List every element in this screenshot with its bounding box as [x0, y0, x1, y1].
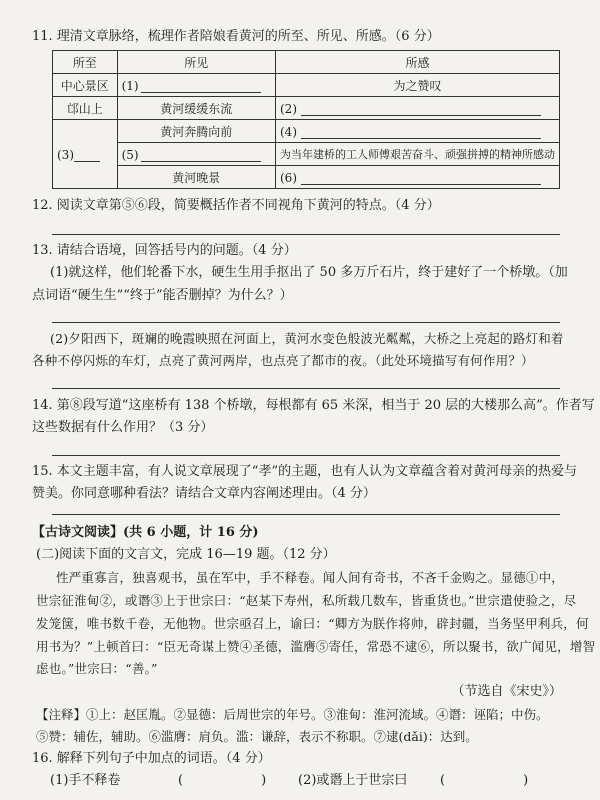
table-row — [53, 120, 560, 143]
cell-jian[interactable]: (1) — [117, 74, 275, 97]
answer-line[interactable] — [52, 234, 560, 235]
notes-line: 【注释】①上：赵匡胤。②显德：后周世宗的年号。③淮甸：淮河流域。④谮：诬陷；中伤。 — [36, 707, 549, 722]
cell-zhi: 邙山上 — [53, 97, 118, 120]
q15-line1: 15. 本文主题丰富，有人说文章展现了“孝”的主题，也有人认为文章蕴含着对黄河母亲的热爱与 — [32, 464, 578, 479]
answer-line[interactable] — [52, 388, 560, 389]
cell-zhi-3[interactable]: (3) — [53, 120, 118, 189]
passage-line: 用书为？”上顿首曰：“臣无奇谋上赞④圣德，滥膺⑤寄任，常恐不逮⑥，所以聚书，欲广闻见，增智 — [36, 639, 596, 654]
q13-part2-line2: 各种不停闪烁的车灯，点亮了黄河两岸，也点亮了都市的夜。（此处环境描写有何作用？） — [32, 353, 534, 368]
answer-line[interactable] — [52, 514, 560, 515]
table-row — [53, 97, 560, 120]
q11-title: 11. 理清文章脉络，梳理作者陪娘看黄河的所至、所见、所感。（6 分） — [32, 29, 440, 44]
q13-part1-line1: (1)就这样，他们轮番下水，硬生生用手抠出了 50 多万斤石片，终于建好了一个桥墩。（加 — [50, 265, 568, 280]
passage-line: 虑也。”世宗曰：“善。” — [36, 661, 158, 676]
table-header: 所感 — [276, 51, 560, 74]
cell-jian: 黄河奔腾向前 — [117, 120, 275, 143]
q12-title: 12. 阅读文章第⑤⑥段，简要概括作者不同视角下黄河的特点。（4 分） — [32, 198, 440, 213]
cell-jian: 黄河缓缓东流 — [117, 97, 275, 120]
q11-table — [52, 50, 560, 189]
passage-line: 性严重寡言，独喜观书，虽在军中，手不释卷。闻人间有奇书，不吝千金购之。显德①中， — [56, 570, 565, 585]
q16-item1-answer[interactable]: ( ) — [178, 773, 267, 788]
cell-gan[interactable]: (4) — [276, 120, 560, 143]
cell-gan: 为之赞叹 — [276, 74, 560, 97]
q14-line1: 14. 第⑧段写道“这座桥有 138 个桥墩，每根都有 65 米深，相当于 20 层的大楼那么高”。作者写 — [32, 398, 595, 413]
notes-line: ⑤赞：辅佐，辅助。⑥滥膺：肩负。滥：谦辞，表示不称职。⑦逮(dǎi)：达到。 — [36, 729, 478, 744]
q13-part2-line1: (2)夕阳西下，斑斓的晚霞映照在河面上，黄河水变色般波光粼粼，大桥之上亮起的路灯和着 — [50, 331, 564, 346]
cell-jian[interactable]: (5) — [117, 143, 275, 166]
section-title: 【古诗文阅读】(共 6 小题，计 16 分) — [32, 525, 259, 540]
q16-item2-answer[interactable]: ( ) — [440, 773, 529, 788]
cell-gan[interactable]: (2) — [276, 97, 560, 120]
cell-zhi: 中心景区 — [53, 74, 118, 97]
answer-line[interactable] — [52, 455, 560, 456]
table-header: 所见 — [117, 51, 275, 74]
q13-part1-line2: 点词语“硬生生”“终于”能否删掉？为什么？） — [32, 288, 293, 303]
table-header-row — [53, 51, 560, 74]
q16-item2: (2)或谮上于世宗曰 — [298, 773, 408, 788]
table-row — [53, 166, 560, 189]
subsection-title: (二)阅读下面的文言文，完成 16—19 题。（12 分） — [36, 547, 336, 562]
q14-line2: 这些数据有什么作用？（3 分） — [32, 420, 214, 435]
q15-line2: 赞美。你同意哪种看法？请结合文章内容阐述理由。（4 分） — [32, 486, 376, 501]
table-header: 所至 — [53, 51, 118, 74]
passage-line: 世宗征淮甸②，或谮③上于世宗曰：“赵某下寿州，私所载几数车，皆重货也。”世宗遣使验之，尽 — [36, 593, 577, 608]
cell-gan: 为当年建桥的工人师傅艰苦奋斗、顽强拼搏的精神所感动 — [276, 143, 560, 166]
cell-gan[interactable]: (6) — [276, 166, 560, 189]
cell-jian: 黄河晚景 — [117, 166, 275, 189]
passage-line: 发笼箧，唯书数千卷，无他物。世宗亟召上，谕曰：“卿方为朕作将帅，辟封疆，当务坚甲利兵，何 — [36, 616, 589, 631]
table-row — [53, 74, 560, 97]
table-row — [53, 143, 560, 166]
passage-source: （节选自《宋史》） — [451, 684, 562, 699]
q13-title: 13. 请结合语境，回答括号内的问题。（4 分） — [32, 243, 297, 258]
q16-item1: (1)手不释卷 — [50, 773, 121, 788]
q16-title: 16. 解释下列句子中加点的词语。（4 分） — [32, 751, 271, 766]
answer-line[interactable] — [52, 322, 560, 323]
